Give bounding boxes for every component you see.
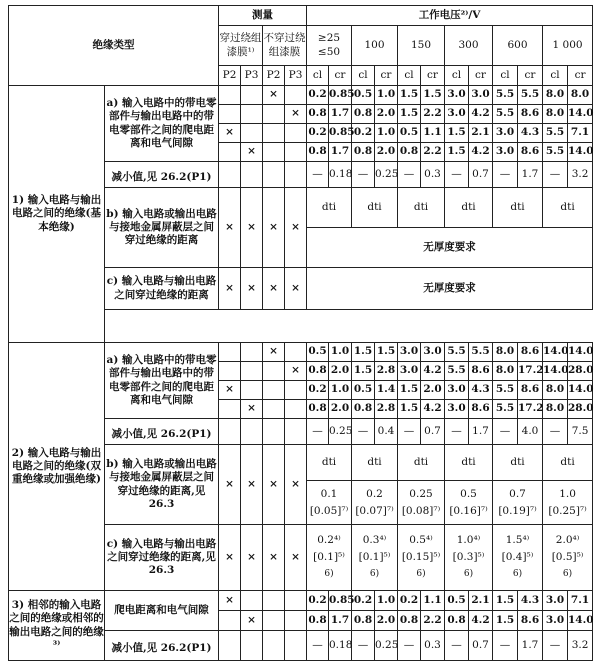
value-cell: 1.7 — [518, 162, 543, 188]
mark: × — [263, 525, 285, 591]
value-cell: 14.0 — [543, 362, 568, 381]
value-cell: 2.8 — [375, 362, 398, 381]
value-cell: 1.5 — [493, 611, 518, 631]
value-cell: 2.0⁴⁾ — [555, 534, 580, 546]
value-cell: 5.5 — [493, 400, 518, 419]
value-cell: 2.0 — [329, 362, 352, 381]
value-cell: 0.25 — [409, 487, 433, 500]
note-ref: 6) — [562, 569, 573, 579]
value-cell: 1.0 — [375, 124, 398, 143]
value-cell: 0.8 — [352, 105, 375, 124]
dash: — — [493, 162, 518, 188]
value-cell: 5.5 — [469, 343, 493, 362]
value-cell: 5.5 — [445, 343, 469, 362]
value-cell: 0.2 — [366, 487, 383, 500]
through-film-header: 穿过绕组漆膜¹⁾ — [219, 26, 263, 66]
section-3-title: 3) 相邻的输入电路之间的绝缘或相邻的输出电路之间的绝缘³⁾ — [9, 591, 105, 661]
value-cell: 3.0 — [445, 381, 469, 400]
cl-header: cl — [307, 66, 329, 86]
s2-b-value-600 — [493, 481, 543, 525]
dti-cell: dti — [445, 188, 493, 228]
bracket-value: [0.1]⁵⁾ — [313, 551, 345, 563]
value-cell: 4.2 — [421, 362, 445, 381]
value-cell: 7.1 — [568, 591, 593, 611]
dash: — — [352, 631, 375, 661]
dti-cell: dti — [543, 188, 593, 228]
value-cell: 1.5 — [352, 362, 375, 381]
s1-a-row-1 — [9, 86, 593, 105]
note-ref: 6) — [369, 569, 380, 579]
dash: — — [493, 419, 518, 445]
s2-b-value-1000 — [543, 481, 593, 525]
value-cell: 0.2 — [307, 86, 329, 105]
value-cell: 28.0 — [568, 400, 593, 419]
voltage-header-100: 100 — [352, 26, 398, 66]
value-cell: 8.6 — [469, 400, 493, 419]
voltage-header-150: 150 — [398, 26, 445, 66]
value-cell: 14.0 — [568, 611, 593, 631]
s2-c-label: c) 输入电路与输出电路之间穿过绝缘的距离,见 26.3 — [105, 525, 219, 591]
cl-header: cl — [352, 66, 375, 86]
dash: — — [398, 419, 421, 445]
value-cell: 0.5 — [352, 86, 375, 105]
p3-header: P3 — [241, 66, 263, 86]
mark: × — [219, 525, 241, 591]
value-cell: 0.3 — [421, 162, 445, 188]
bracket-value: [0.05]⁷⁾ — [309, 504, 349, 517]
value-cell: 8.6 — [518, 343, 543, 362]
value-cell: 1.1 — [421, 591, 445, 611]
value-cell: 1.7 — [329, 143, 352, 162]
mark: × — [263, 86, 285, 105]
value-cell: 1.0⁴⁾ — [456, 534, 481, 546]
s1-a-label: a) 输入电路中的带电零部件与输出电路中的带电零部件之间的爬电距离和电气间隙 — [105, 86, 219, 162]
bracket-value: [0.19]⁷⁾ — [498, 504, 537, 517]
value-cell: 3.0 — [543, 591, 568, 611]
s2-c-value-150 — [398, 525, 445, 591]
value-cell: 0.8 — [307, 611, 329, 631]
value-cell: 8.6 — [518, 143, 543, 162]
value-cell: 2.2 — [421, 105, 445, 124]
value-cell: 8.6 — [518, 105, 543, 124]
mark: × — [219, 268, 241, 310]
value-cell: 3.0 — [493, 124, 518, 143]
note-ref: 6) — [324, 569, 334, 579]
dash: — — [445, 631, 469, 661]
note-ref: 6) — [463, 569, 474, 579]
value-cell: 1.7 — [329, 611, 352, 631]
value-cell: 2.0 — [329, 400, 352, 419]
measurement-header: 测量 — [219, 6, 307, 26]
value-cell: 1.5 — [375, 343, 398, 362]
value-cell: 1.7 — [469, 419, 493, 445]
value-cell: 0.4 — [375, 419, 398, 445]
cl-header: cl — [493, 66, 518, 86]
value-cell: 0.18 — [329, 631, 352, 661]
section-1-title: 1) 输入电路与输出电路之间的绝缘(基本绝缘) — [9, 86, 105, 343]
cr-header: cr — [375, 66, 398, 86]
value-cell: 2.2 — [421, 143, 445, 162]
mark: × — [219, 591, 241, 611]
value-cell: 0.5 — [307, 343, 329, 362]
no-thickness-requirement: 无厚度要求 — [307, 228, 593, 268]
mark: × — [241, 188, 263, 268]
cr-header: cr — [568, 66, 593, 86]
value-cell: 1.5 — [445, 124, 469, 143]
value-cell: 1.5 — [352, 343, 375, 362]
value-cell: 4.2 — [469, 143, 493, 162]
mark: × — [263, 445, 285, 525]
value-cell: 8.6 — [469, 362, 493, 381]
cr-header: cr — [469, 66, 493, 86]
dti-cell: dti — [543, 445, 593, 481]
s2-a-row-1 — [9, 343, 593, 362]
s2-c-value-100 — [352, 525, 398, 591]
value-cell: 5.5 — [543, 143, 568, 162]
value-cell: 0.2 — [398, 591, 421, 611]
value-cell: 2.2 — [421, 611, 445, 631]
dti-cell: dti — [307, 445, 352, 481]
value-cell: 1.5 — [493, 591, 518, 611]
value-cell: 4.2 — [469, 105, 493, 124]
value-cell: 8.0 — [493, 362, 518, 381]
s2-b-label: b) 输入电路或输出电路与接地金属屏蔽层之间穿过绝缘的距离,见 26.3 — [105, 445, 219, 525]
value-cell: 5.5 — [493, 381, 518, 400]
mark: × — [285, 268, 307, 310]
dash: — — [445, 419, 469, 445]
value-cell: 0.8 — [307, 362, 329, 381]
value-cell: 0.18 — [329, 162, 352, 188]
value-cell: 2.0 — [375, 611, 398, 631]
value-cell: 8.0 — [543, 400, 568, 419]
mark: × — [219, 188, 241, 268]
value-cell: 0.8 — [398, 611, 421, 631]
value-cell: 0.5 — [352, 381, 375, 400]
mark: × — [285, 362, 307, 381]
mark: × — [241, 268, 263, 310]
bracket-value: [0.25]⁷⁾ — [548, 504, 587, 517]
mark: × — [241, 400, 263, 419]
header-row-1 — [9, 6, 593, 26]
value-cell: 1.0 — [329, 343, 352, 362]
value-cell: 7.5 — [568, 419, 593, 445]
s2-a-label: a) 输入电路中的带电零部件与输出电路中的带电零部件之间的爬电距离和电气间隙 — [105, 343, 219, 419]
s2-c-value-1000 — [543, 525, 593, 591]
mark: × — [219, 445, 241, 525]
value-cell: 4.0 — [518, 419, 543, 445]
value-cell: 17.2 — [518, 362, 543, 381]
insulation-type-header: 绝缘类型 — [9, 6, 219, 86]
mark: × — [263, 268, 285, 310]
value-cell: 1.7 — [329, 105, 352, 124]
value-cell: 8.0 — [543, 86, 568, 105]
dash: — — [398, 631, 421, 661]
s2-b-value-300 — [445, 481, 493, 525]
value-cell: 3.0 — [445, 105, 469, 124]
dti-cell: dti — [398, 445, 445, 481]
value-cell: 0.8 — [398, 143, 421, 162]
value-cell: 8.6 — [518, 381, 543, 400]
value-cell: 0.7 — [469, 631, 493, 661]
value-cell: 0.3 — [421, 631, 445, 661]
mark: × — [219, 124, 241, 143]
value-cell: 14.0 — [568, 143, 593, 162]
dti-cell: dti — [493, 445, 543, 481]
value-cell: 5.5 — [543, 124, 568, 143]
value-cell: 7.1 — [568, 124, 593, 143]
section-2-title: 2) 输入电路与输出电路之间的绝缘(双重绝缘或加强绝缘) — [9, 343, 105, 591]
value-cell: 8.0 — [493, 343, 518, 362]
value-cell: 0.85 — [329, 591, 352, 611]
s3-reduced-label: 减小值,见 26.2(P1) — [105, 631, 219, 661]
value-cell: 14.0 — [568, 105, 593, 124]
value-cell: 2.0 — [421, 381, 445, 400]
mark: × — [241, 445, 263, 525]
value-cell: 1.0 — [559, 487, 576, 500]
s1-c-label: c) 输入电路与输出电路之间穿过绝缘的距离 — [105, 268, 219, 310]
value-cell: 0.85 — [329, 86, 352, 105]
mark: × — [241, 611, 263, 631]
value-cell: 0.8 — [352, 400, 375, 419]
dash: — — [543, 162, 568, 188]
cr-header: cr — [329, 66, 352, 86]
value-cell: 4.3 — [469, 381, 493, 400]
mark: × — [285, 445, 307, 525]
s2-reduced-label: 减小值,见 26.2(P1) — [105, 419, 219, 445]
mark: × — [241, 143, 263, 162]
dti-cell: dti — [307, 188, 352, 228]
dash: — — [307, 631, 329, 661]
s1-reduced-label: 减小值,见 26.2(P1) — [105, 162, 219, 188]
value-cell: 0.8 — [352, 143, 375, 162]
dash: — — [543, 631, 568, 661]
value-cell: 5.5 — [493, 86, 518, 105]
bracket-value: [0.5]⁵⁾ — [551, 551, 584, 563]
dash: — — [307, 419, 329, 445]
bracket-value: [0.08]⁷⁾ — [401, 504, 441, 517]
dti-cell: dti — [352, 188, 398, 228]
value-cell: 3.0 — [469, 86, 493, 105]
value-cell: 0.85 — [329, 124, 352, 143]
dti-cell: dti — [398, 188, 445, 228]
s3-row-1 — [9, 591, 593, 611]
value-cell: 14.0 — [543, 343, 568, 362]
cl-header: cl — [445, 66, 469, 86]
value-cell: 2.1 — [469, 124, 493, 143]
not-through-film-header: 不穿过绕组漆膜 — [263, 26, 307, 66]
value-cell: 3.0 — [445, 400, 469, 419]
value-cell: 0.8 — [445, 611, 469, 631]
dash: — — [352, 419, 375, 445]
value-cell: 2.0 — [375, 105, 398, 124]
value-cell: 0.5 — [445, 591, 469, 611]
s2-b-value-100 — [352, 481, 398, 525]
value-cell: 3.2 — [568, 631, 593, 661]
mark: × — [285, 105, 307, 124]
cr-header: cr — [518, 66, 543, 86]
value-cell: 2.8 — [375, 400, 398, 419]
dash: — — [352, 162, 375, 188]
p2-header: P2 — [219, 66, 241, 86]
p2-header: P2 — [263, 66, 285, 86]
bracket-value: [0.07]⁷⁾ — [355, 504, 394, 517]
mark: × — [285, 525, 307, 591]
s2-b-value-50 — [307, 481, 352, 525]
value-cell: 2.1 — [469, 591, 493, 611]
voltage-header-50: ≥25 ≤50 — [307, 26, 352, 66]
value-cell: 0.7 — [469, 162, 493, 188]
bracket-value: [0.4]⁵⁾ — [501, 551, 534, 563]
value-cell: 1.5 — [398, 381, 421, 400]
value-cell: 4.3 — [518, 124, 543, 143]
value-cell: 0.8 — [307, 105, 329, 124]
voltage-header-1000: 1 000 — [543, 26, 593, 66]
value-cell: 0.7 — [509, 487, 526, 500]
value-cell: 0.2 — [307, 381, 329, 400]
value-cell: 3.0 — [398, 343, 421, 362]
value-cell: 0.5 — [398, 124, 421, 143]
mark: × — [285, 188, 307, 268]
value-cell: 1.0 — [329, 381, 352, 400]
value-cell: 0.8 — [352, 611, 375, 631]
s1-b-label: b) 输入电路或输出电路与接地金属屏蔽层之间穿过绝缘的距离 — [105, 188, 219, 268]
s2-c-value-300 — [445, 525, 493, 591]
value-cell: 0.2 — [307, 124, 329, 143]
cl-header: cl — [398, 66, 421, 86]
mark: × — [241, 525, 263, 591]
bracket-value: [0.1]⁵⁾ — [358, 551, 391, 563]
value-cell: 0.2 — [352, 591, 375, 611]
value-cell: 1.0 — [375, 86, 398, 105]
value-cell: 3.2 — [568, 162, 593, 188]
dash: — — [398, 162, 421, 188]
dti-cell: dti — [445, 445, 493, 481]
value-cell: 4.2 — [421, 400, 445, 419]
value-cell: 8.0 — [543, 105, 568, 124]
mark: × — [219, 381, 241, 400]
value-cell: 0.2 — [307, 591, 329, 611]
s2-b-value-150 — [398, 481, 445, 525]
value-cell: 8.0 — [568, 86, 593, 105]
value-cell: 1.1 — [421, 124, 445, 143]
bracket-value: [0.3]⁵⁾ — [452, 551, 485, 563]
dash: — — [543, 419, 568, 445]
value-cell: 5.5 — [445, 362, 469, 381]
value-cell: 0.25 — [375, 631, 398, 661]
dti-cell: dti — [352, 445, 398, 481]
value-cell: 28.0 — [568, 362, 593, 381]
value-cell: 3.0 — [445, 86, 469, 105]
value-cell: 5.5 — [493, 105, 518, 124]
value-cell: 8.0 — [543, 381, 568, 400]
value-cell: 3.0 — [398, 362, 421, 381]
p3-header: P3 — [285, 66, 307, 86]
bracket-value: [0.15]⁵⁾ — [401, 551, 441, 563]
value-cell: 1.5 — [398, 105, 421, 124]
s3-a-label: 爬电距离和电气间隙 — [105, 591, 219, 631]
no-thickness-requirement: 无厚度要求 — [307, 268, 593, 310]
bracket-value: [0.16]⁷⁾ — [449, 504, 488, 517]
value-cell: 1.0 — [375, 591, 398, 611]
s2-c-value-50 — [307, 525, 352, 591]
dti-cell: dti — [493, 188, 543, 228]
voltage-header-300: 300 — [445, 26, 493, 66]
working-voltage-header: 工作电压²⁾/V — [307, 6, 593, 26]
value-cell: 1.5 — [421, 86, 445, 105]
value-cell: 1.5 — [445, 143, 469, 162]
value-cell: 0.3⁴⁾ — [362, 534, 387, 546]
voltage-header-600: 600 — [493, 26, 543, 66]
value-cell: 0.8 — [307, 400, 329, 419]
value-cell: 1.5 — [398, 86, 421, 105]
value-cell: 0.5 — [460, 487, 477, 500]
value-cell: 0.2⁴⁾ — [317, 534, 341, 546]
dash: — — [445, 162, 469, 188]
note-ref: 6) — [416, 569, 426, 579]
value-cell: 3.0 — [493, 143, 518, 162]
insulation-distance-table — [8, 5, 593, 661]
value-cell: 5.5 — [518, 86, 543, 105]
dash: — — [493, 631, 518, 661]
dash: — — [307, 162, 329, 188]
value-cell: 3.0 — [421, 343, 445, 362]
cl-header: cl — [543, 66, 568, 86]
value-cell: 14.0 — [568, 343, 593, 362]
value-cell: 4.2 — [469, 611, 493, 631]
value-cell: 2.0 — [375, 143, 398, 162]
value-cell: 1.4 — [375, 381, 398, 400]
cr-header: cr — [421, 66, 445, 86]
note-ref: 6) — [512, 569, 523, 579]
value-cell: 1.7 — [518, 631, 543, 661]
value-cell: 14.0 — [568, 381, 593, 400]
value-cell: 0.25 — [329, 419, 352, 445]
value-cell: 8.6 — [518, 611, 543, 631]
s2-c-value-600 — [493, 525, 543, 591]
value-cell: 1.5⁴⁾ — [505, 534, 530, 546]
value-cell: 1.5 — [398, 400, 421, 419]
value-cell: 0.2 — [352, 124, 375, 143]
mark: × — [263, 188, 285, 268]
mark: × — [263, 343, 285, 362]
value-cell: 17.2 — [518, 400, 543, 419]
value-cell: 0.25 — [375, 162, 398, 188]
value-cell: 0.8 — [307, 143, 329, 162]
value-cell: 4.3 — [518, 591, 543, 611]
value-cell: 0.1 — [320, 487, 338, 500]
value-cell: 0.5⁴⁾ — [409, 534, 433, 546]
value-cell: 3.0 — [543, 611, 568, 631]
value-cell: 0.7 — [421, 419, 445, 445]
